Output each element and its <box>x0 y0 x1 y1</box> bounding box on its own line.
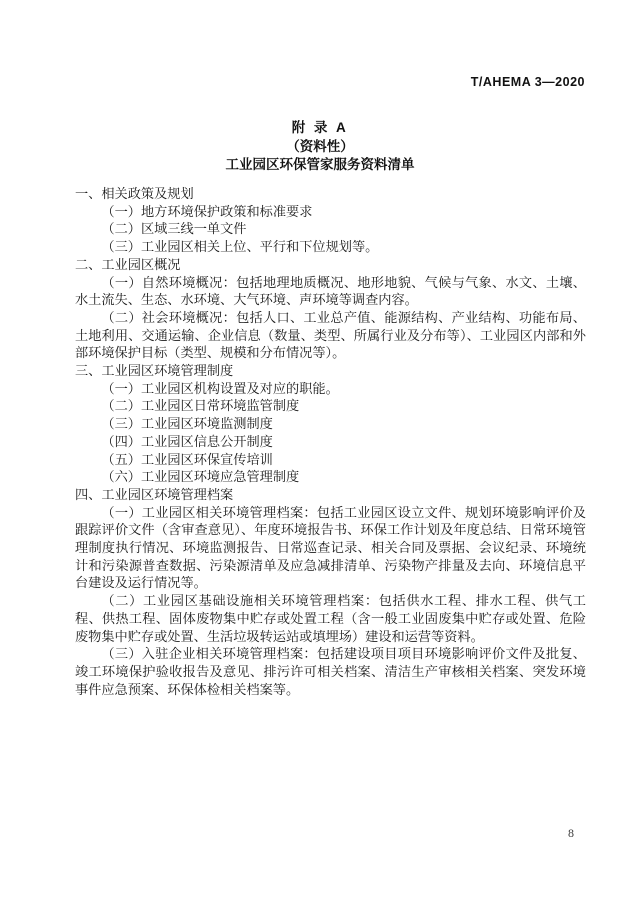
section-2-heading: 二、工业园区概况 <box>75 256 181 272</box>
section-1-item: （一）地方环境保护政策和标准要求 <box>101 203 313 219</box>
section-4-item: （一）工业园区相关环境管理档案：包括工业园区设立文件、规划环境影响评价及跟踪评价文件（含审查意见）、年度环境报告书、环保工作计划及年度总结、日常环境管理制度执行情况、环境监测报告、日常巡查记录、相关合同及票据、会议纪录、环境统计和污染源普查数据、污染源清单及应急减排清单、污染物产排量及去向、环境信息平台建设及运行情况等。 <box>75 504 586 591</box>
appendix-label: 附 录 A <box>291 120 349 135</box>
section-4-item: （二）工业园区基础设施相关环境管理档案：包括供水工程、排水工程、供气工程、供热工程、固体废物集中贮存或处置工程（含一般工业固废集中贮存或处置、危险废物集中贮存或处置、生活垃圾转运站或填埋场）建设和运营等资料。 <box>75 593 586 644</box>
page-number: 8 <box>568 826 574 840</box>
section-3-item: （五）工业园区环保宣传培训 <box>101 451 273 467</box>
section-4-heading: 四、工业园区环境管理档案 <box>75 486 234 502</box>
section-3-item: （二）工业园区日常环境监管制度 <box>101 398 300 414</box>
section-2-item: （一）自然环境概况：包括地理地质概况、地形地貌、气候与气象、水文、土壤、水土流失、生态、水环境、大气环境、声环境等调查内容。 <box>75 274 586 308</box>
section-2-item: （二）社会环境概况：包括人口、工业总产值、能源结构、产业结构、功能布局、土地利用、交通运输、企业信息（数量、类型、所属行业及分布等）、工业园区内部和外部环境保护目标（类型、规模和分布情况等）。 <box>75 309 586 361</box>
section-3-item: （一）工业园区机构设置及对应的职能。 <box>101 380 339 396</box>
section-1-item: （二）区域三线一单文件 <box>101 221 247 237</box>
appendix-title-block <box>0 119 640 175</box>
section-3-item: （三）工业园区环境监测制度 <box>101 416 273 432</box>
document-body <box>75 185 586 698</box>
section-3-item: （六）工业园区环境应急管理制度 <box>101 469 300 485</box>
section-3-heading: 三、工业园区环境管理制度 <box>75 363 234 379</box>
appendix-name: 工业园区环保管家服务资料清单 <box>225 157 415 172</box>
appendix-type: （资料性） <box>286 138 354 154</box>
document-header <box>75 75 585 89</box>
section-1-item: （三）工业园区相关上位、平行和下位规划等。 <box>101 239 379 255</box>
section-4-item: （三）入驻企业相关环境管理档案：包括建设项目项目环境影响评价文件及批复、竣工环境保护验收报告及意见、排污许可相关档案、清洁生产审核相关档案、突发环境事件应急预案、环保体检相关档案等。 <box>75 646 586 697</box>
section-1-heading: 一、相关政策及规划 <box>75 186 194 201</box>
standard-number: T/AHEMA 3—2020 <box>470 75 585 89</box>
section-3-item: （四）工业园区信息公开制度 <box>101 433 273 449</box>
